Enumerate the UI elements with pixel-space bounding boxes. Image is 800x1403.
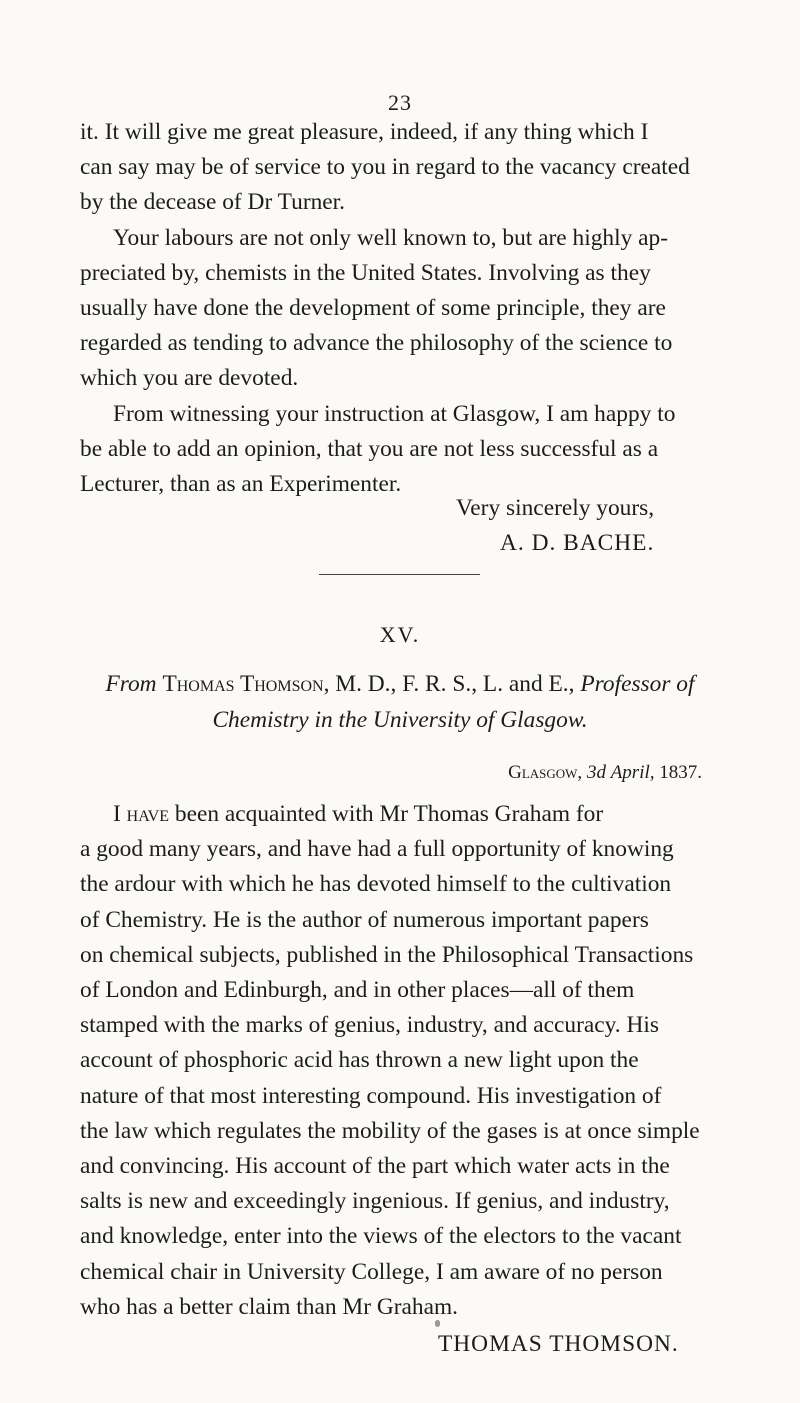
letter-xiv-continuation [80,115,720,502]
text-line: of London and Edinburgh, and in other places—all of them [80,977,635,1004]
text-line: chemical chair in University College, I am aware of no person [80,1258,663,1285]
letter-signature-thomson: THOMAS THOMSON. [438,1331,679,1357]
text-line: it. It will give me great pleasure, indeed, if any thing which I [80,119,649,145]
letter-signature-bache: A. D. BACHE. [500,530,655,556]
letter-closing: Very sincerely yours, [456,495,655,521]
text-line: regarded as tending to advance the philosophy of the science to [80,330,673,357]
text-line: be able to add an opinion, that you are not less successful as a [80,435,659,462]
date-year: 1837. [659,762,702,783]
heading-title-line1: Professor of [580,671,695,697]
text-line: the law which regulates the mobility of the gases is at once simple [80,1117,700,1144]
text-line: From witnessing your instruction at Glasgow, I am happy to [113,400,676,427]
heading-credentials: M. D., F. R. S., L. and E., [335,671,575,697]
date-day: 3d [586,762,606,783]
date-month: April, [610,762,655,783]
text-fragment: been acquainted with Mr Thomas Graham for [174,801,604,827]
page-number: 23 [388,90,412,115]
text-line: of Chemistry. He is the author of numerous important papers [80,906,649,933]
heading-title-line2: Chemistry in the University of Glasgow. [212,707,588,733]
section-divider [319,574,480,575]
letter-xv-body [80,797,720,1325]
heading-author: Thomas Thomson, [162,671,330,697]
letter-date [508,762,702,784]
text-line: by the decease of Dr Turner. [80,189,346,216]
text-line: who has a better claim than Mr Graham. [80,1293,459,1320]
text-line: account of phosphoric acid has thrown a new light upon the [80,1047,639,1074]
text-line [80,797,720,832]
text-line: Your labours are not only well known to, but are highly ap- [113,224,669,251]
text-line: the ardour with which he has devoted himself to the cultivation [80,871,672,898]
text-line: and knowledge, enter into the views of the electors to the vacant [80,1223,682,1250]
letter-heading [80,666,720,738]
paper-blemish [435,1320,440,1327]
heading-from: From [105,671,157,697]
text-line: which you are devoted. [80,365,299,392]
text-line: on chemical subjects, published in the Philosophical Transactions [80,941,694,968]
text-line: salts is new and exceedingly ingenious. If genius, and industry, [80,1188,670,1215]
date-place: Glasgow, [508,762,583,783]
text-line: can say may be of service to you in regard to the vacancy created [80,154,690,181]
text-line: usually have done the development of some principle, they are [80,295,666,322]
text-line: nature of that most interesting compound. His investigation of [80,1082,662,1109]
text-line: stamped with the marks of genius, industry, and accuracy. His [80,1012,659,1039]
text-line: Lecturer, than as an Experimenter. [80,471,402,498]
text-line: a good many years, and have had a full opportunity of knowing [80,836,674,863]
text-line: preciated by, chemists in the United States. Involving as they [80,259,651,286]
opening-word: I have [113,801,170,827]
letter-number: XV. [379,622,421,647]
text-line: and convincing. His account of the part which water acts in the [80,1153,670,1180]
